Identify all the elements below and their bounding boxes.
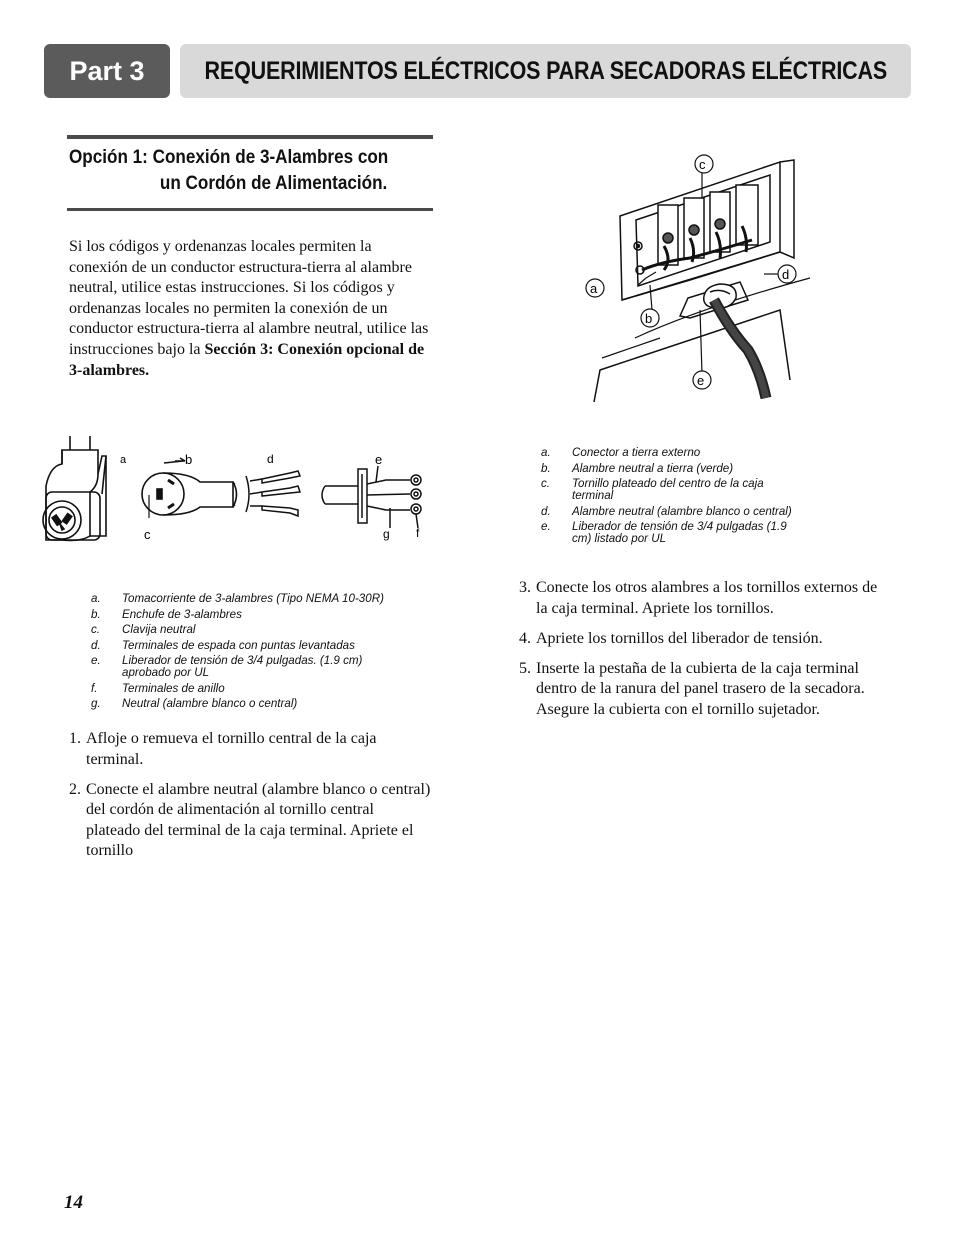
legend-key: g. — [91, 697, 101, 710]
section-title-line1: Opción 1: Conexión de 3-Alambres con — [69, 147, 389, 168]
step-number: 2. — [69, 780, 81, 798]
legend-key: c. — [91, 623, 101, 636]
legend-text: Conector a tierra externo — [572, 446, 701, 459]
part-tab — [44, 44, 170, 98]
legend-item — [91, 609, 431, 621]
diagram-label-a: a — [120, 454, 127, 466]
receptacle-illustration — [43, 436, 106, 541]
legend-left — [91, 593, 431, 714]
legend-item — [541, 447, 811, 459]
legend-item — [91, 698, 431, 710]
plug-illustration — [142, 458, 237, 518]
diagram-right-label-b: b — [645, 311, 653, 326]
plug-terminals-diagram — [40, 436, 440, 556]
page-title-bar — [180, 44, 911, 98]
legend-item — [91, 640, 431, 652]
legend-text: Enchufe de 3-alambres — [122, 607, 242, 621]
diagram-label-d: d — [267, 452, 274, 466]
legend-item — [541, 478, 811, 502]
page-number: 14 — [64, 1192, 83, 1213]
legend-key: c. — [541, 477, 551, 490]
step-item — [519, 629, 881, 650]
diagram-right-label-d: d — [782, 267, 790, 282]
step-number: 1. — [69, 730, 81, 747]
legend-text: Alambre neutral a tierra (verde) — [572, 461, 734, 475]
legend-text: Clavija neutral — [122, 623, 196, 636]
diagram-right-label-c: c — [699, 157, 706, 172]
legend-text: Liberador de tensión de 3/4 pulgadas (1.9 cm) listado por UL — [572, 520, 787, 545]
legend-item — [91, 683, 431, 695]
step-item — [519, 659, 881, 721]
legend-item — [91, 593, 431, 605]
step-item — [519, 578, 881, 619]
diagram-right-label-a: a — [590, 281, 598, 296]
step-number: 5. — [519, 659, 531, 677]
step-number: 3. — [519, 579, 531, 596]
legend-item — [91, 655, 431, 679]
step-text: Conecte los otros alambres a los tornillos externos de la caja terminal. Apriete los tornillos. — [536, 579, 878, 617]
section-title — [69, 145, 388, 197]
diagram-label-f: f — [416, 526, 420, 540]
legend-item — [541, 463, 811, 475]
legend-item — [91, 624, 431, 636]
step-number: 4. — [519, 629, 531, 647]
part-label: Part 3 — [69, 55, 145, 86]
section-rule-bottom — [67, 208, 433, 211]
diagram-label-g: g — [383, 527, 390, 541]
diagram-label-b: b — [185, 452, 193, 467]
page-title: REQUERIMIENTOS ELÉCTRICOS PARA SECADORAS ELÉCTRICAS — [204, 56, 887, 85]
legend-right — [541, 447, 811, 549]
legend-text: Terminales de anillo — [122, 681, 225, 695]
legend-key: f. — [91, 681, 98, 695]
legend-key: b. — [541, 461, 551, 475]
legend-item — [541, 521, 811, 545]
diagram-label-c: c — [144, 527, 151, 542]
legend-key: e. — [91, 654, 101, 667]
legend-text: Tornillo plateado del centro de la caja terminal — [572, 477, 764, 502]
legend-key: b. — [91, 607, 101, 621]
section-title-line2: un Cordón de Alimentación. — [159, 173, 388, 194]
step-item — [69, 780, 431, 862]
strain-relief-illustration — [322, 466, 421, 528]
spade-terminals-illustration — [246, 471, 300, 516]
steps-right — [519, 578, 881, 730]
legend-key: e. — [541, 520, 551, 533]
step-text: Afloje o remueva el tornillo central de la caja terminal. — [86, 730, 377, 768]
diagram-label-e: e — [375, 452, 383, 467]
terminal-block-illustration — [594, 160, 810, 402]
step-text: Conecte el alambre neutral (alambre blanco o central) del cordón de alimentación al tornillo central plateado del terminal de la caja terminal. Apriete el tornillo — [86, 780, 431, 860]
legend-key: d. — [91, 638, 101, 652]
steps-left — [69, 729, 431, 872]
diagram-right-label-e: e — [697, 373, 705, 388]
intro-paragraph — [69, 237, 429, 381]
legend-item — [541, 506, 811, 518]
legend-text: Alambre neutral (alambre blanco o central) — [572, 504, 792, 518]
intro-text: Si los códigos y ordenanzas locales permiten la conexión de un conductor estructura-tierra al alambre neutral, utilice estas instrucciones. Si los códigos y ordenanzas locales no permiten la conexión de un conductor estructura-tierra al alambre neutral, utilice las instrucciones bajo la — [69, 238, 429, 358]
legend-text: Terminales de espada con puntas levantadas — [122, 638, 355, 652]
legend-key: a. — [541, 446, 551, 459]
step-text: Apriete los tornillos del liberador de tensión. — [536, 629, 823, 647]
terminal-block-diagram — [580, 150, 820, 410]
legend-text: Tomacorriente de 3-alambres (Tipo NEMA 10-30R) — [122, 592, 384, 605]
legend-key: d. — [541, 504, 551, 518]
legend-text: Liberador de tensión de 3/4 pulgadas. (1.9 cm) aprobado por UL — [122, 654, 363, 679]
legend-key: a. — [91, 592, 101, 605]
legend-text: Neutral (alambre blanco o central) — [122, 697, 298, 710]
intro-bold-reference: Sección 3: Conexión opcional de 3-alambres. — [69, 340, 425, 379]
step-text: Inserte la pestaña de la cubierta de la caja terminal dentro de la ranura del panel trasero de la secadora. Asegure la cubierta con el tornillo sujetador. — [536, 659, 865, 718]
section-rule-top — [67, 135, 433, 139]
step-item — [69, 729, 431, 770]
